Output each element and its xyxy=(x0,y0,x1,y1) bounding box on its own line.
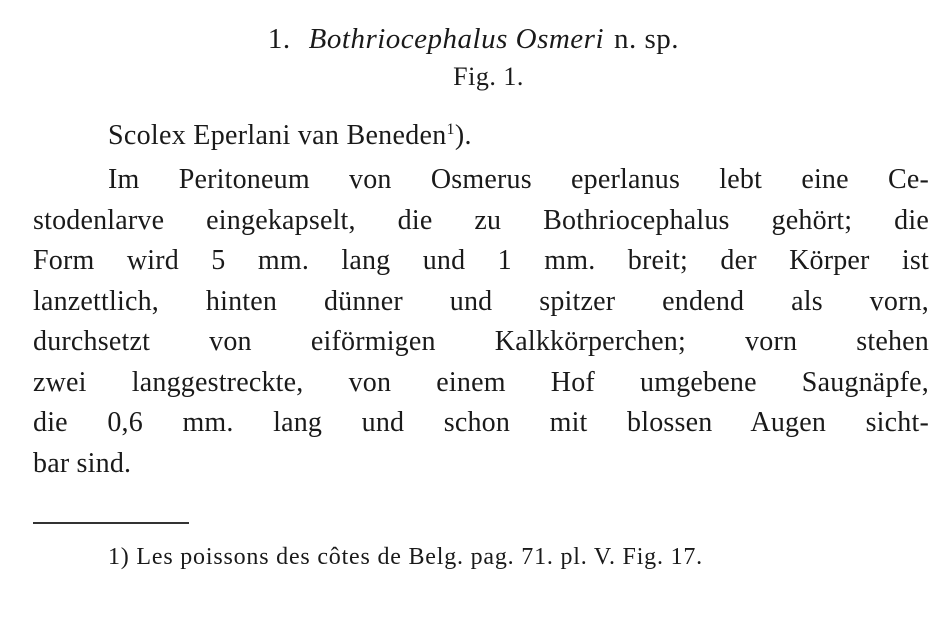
footnote-text: Les poissons des côtes de Belg. pag. 71. pl. V. Fig. 17. xyxy=(136,544,703,570)
section-heading xyxy=(0,22,947,56)
body-line: die 0,6 mm. lang und schon mit blossen Augen sicht- xyxy=(33,407,929,438)
synonym-line xyxy=(108,119,472,153)
body-line: zwei langgestreckte, von einem Hof umgebene Saugnäpfe, xyxy=(33,366,929,398)
section-number: 1. xyxy=(267,23,291,55)
body-paragraph xyxy=(33,160,929,484)
footnote-mark: 1) xyxy=(108,544,130,570)
synonym-text: Scolex Eperlani van Beneden xyxy=(108,120,447,151)
species-name: Bothriocephalus Osmeri xyxy=(308,23,605,55)
new-species-abbrev: n. sp. xyxy=(614,23,680,55)
footnote-divider xyxy=(33,522,189,524)
body-line: durchsetzt von eiförmigen Kalkkörperchen; vorn stehen xyxy=(33,326,929,357)
body-line: stodenlarve eingekapselt, die zu Bothriocephalus gehört; die xyxy=(33,204,929,236)
figure-label: Fig. 1. xyxy=(453,62,524,91)
footnote xyxy=(108,542,703,572)
body-line: Form wird 5 mm. lang und 1 mm. breit; der Körper ist xyxy=(33,245,929,276)
body-line: Im Peritoneum von Osmerus eperlanus lebt eine Ce- xyxy=(108,164,929,195)
synonym-closing: ). xyxy=(454,120,472,151)
body-line: bar sind. xyxy=(33,447,132,479)
body-line: lanzettlich, hinten dünner und spitzer endend als vorn, xyxy=(33,285,929,317)
footnote-reference[interactable]: 1 xyxy=(446,121,455,138)
